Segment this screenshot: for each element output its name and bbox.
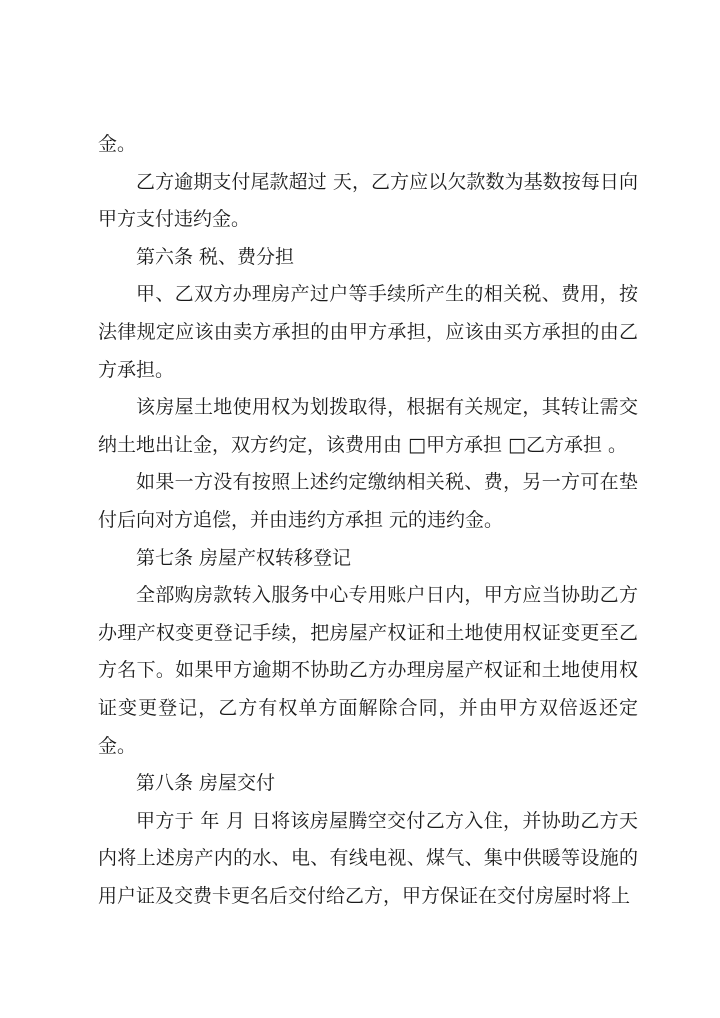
heading-article-7: 第七条 房屋产权转移登记 <box>136 546 352 569</box>
contract-body <box>98 126 638 915</box>
paragraph-land-fee: 该房屋土地使用权为划拨取得，根据有关规定，其转让需交纳土地出让金，双方约定，该费用由 □甲方承担 □乙方承担 。 <box>98 396 638 456</box>
paragraph-registration: 全部购房款转入服务中心专用账户日内，甲方应当协助乙方办理产权变更登记手续，把房屋产权证和土地使用权证变更至乙方名下。如果甲方逾期不协助乙方办理房屋产权证和土地使用权证变更登记，乙方有权单方面解除合同，并由甲方双倍返还定金。 <box>98 584 638 757</box>
heading-article-8: 第八条 房屋交付 <box>136 772 276 795</box>
paragraph-late-payment: 乙方逾期支付尾款超过 天，乙方应以欠款数为基数按每日向甲方支付违约金。 <box>98 170 638 231</box>
paragraph-handover: 甲方于 年 月 日将该房屋腾空交付乙方入住，并协助乙方天内将上述房产内的水、电、有线电视、煤气、集中供暖等设施的用户证及交费卡更名后交付给乙方，甲方保证在交付房屋时将上 <box>98 809 638 907</box>
paragraph-continuation: 金。 <box>98 133 137 155</box>
heading-article-6: 第六条 税、费分担 <box>136 245 295 268</box>
paragraph-tax-default: 如果一方没有按照上述约定缴纳相关税、费，另一方可在垫付后向对方追偿，并由违约方承担 元的违约金。 <box>98 471 638 531</box>
paragraph-tax-split: 甲、乙双方办理房产过户等手续所产生的相关税、费用，按法律规定应该由卖方承担的由甲方承担，应该由买方承担的由乙方承担。 <box>98 283 638 381</box>
